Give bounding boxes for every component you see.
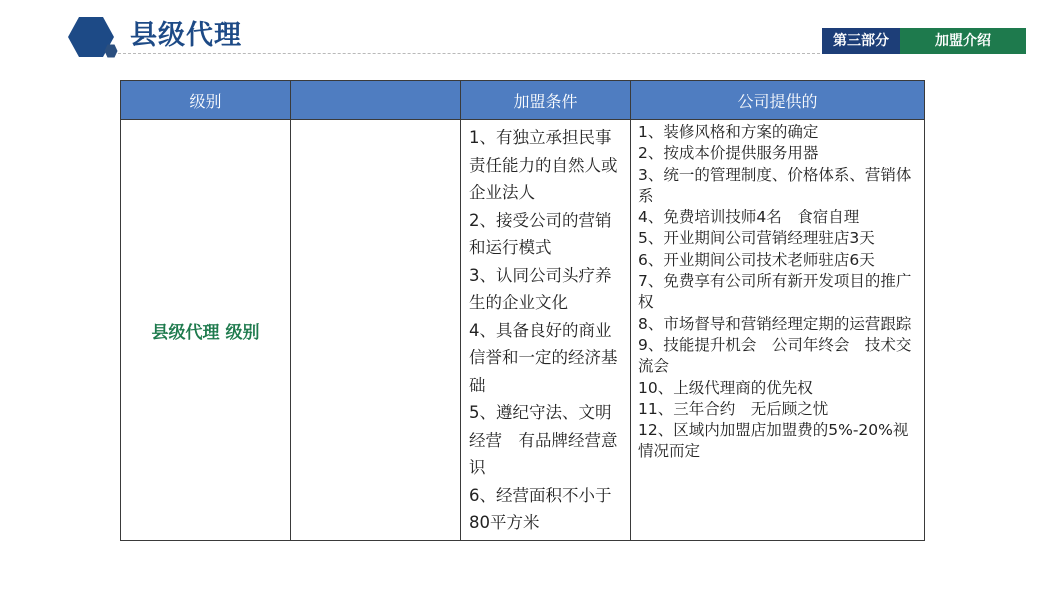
list-item: 1、有独立承担民事责任能力的自然人或企业法人 bbox=[469, 128, 618, 202]
list-item: 2、按成本价提供服务用器 bbox=[638, 144, 819, 163]
list-item: 1、装修风格和方案的确定 bbox=[638, 123, 819, 141]
list-item: 8、市场督导和营销经理定期的运营跟踪 bbox=[638, 314, 912, 333]
list-item: 5、遵纪守法、文明经营 有品牌经营意识 bbox=[469, 403, 618, 477]
list-item: 2、接受公司的营销和运行模式 bbox=[469, 210, 612, 257]
provisions-list bbox=[631, 120, 924, 463]
list-item: 3、统一的管理制度、价格体系、营销体系 bbox=[638, 165, 912, 205]
table-header-row bbox=[121, 81, 925, 120]
list-item: 6、经营面积不小于80平方米 bbox=[469, 485, 612, 532]
list-item: 9、技能提升机会 公司年终会 技术交流会 bbox=[638, 335, 912, 376]
list-item: 3、认同公司头疗养生的企业文化 bbox=[469, 265, 612, 312]
list-item: 4、免费培训技师4名 食宿自理 bbox=[638, 208, 860, 227]
list-item: 4、具备良好的商业信誉和一定的经济基础 bbox=[469, 320, 618, 395]
list-item: 12、区域内加盟店加盟费的5%-20%视情况而定 bbox=[638, 421, 909, 461]
header-conditions: 加盟条件 bbox=[461, 81, 631, 120]
provisions-cell bbox=[631, 120, 925, 541]
title-divider bbox=[118, 53, 820, 54]
header-blank bbox=[291, 81, 461, 120]
header-level: 级别 bbox=[121, 81, 291, 120]
conditions-list bbox=[461, 120, 630, 537]
small-hexagon-icon bbox=[104, 44, 118, 58]
level-cell bbox=[121, 120, 291, 541]
agency-table bbox=[120, 80, 925, 541]
list-item: 7、免费享有公司所有新开发项目的推广权 bbox=[638, 272, 912, 312]
conditions-cell bbox=[461, 120, 631, 541]
list-item: 11、三年合约 无后顾之忧 bbox=[638, 399, 829, 418]
list-item: 6、开业期间公司技术老师驻店6天 bbox=[638, 250, 875, 269]
table-row bbox=[121, 120, 925, 541]
level-label: 县级代理 级别 bbox=[151, 322, 260, 343]
list-item: 10、上级代理商的优先权 bbox=[638, 378, 813, 397]
section-tag bbox=[822, 28, 1026, 54]
blank-cell bbox=[291, 120, 461, 541]
list-item: 5、开业期间公司营销经理驻店3天 bbox=[638, 229, 875, 248]
header-provisions: 公司提供的 bbox=[631, 81, 925, 120]
section-part-label: 第三部分 bbox=[822, 28, 900, 54]
section-name-label: 加盟介绍 bbox=[900, 28, 1026, 54]
page-title: 县级代理 bbox=[130, 20, 242, 51]
